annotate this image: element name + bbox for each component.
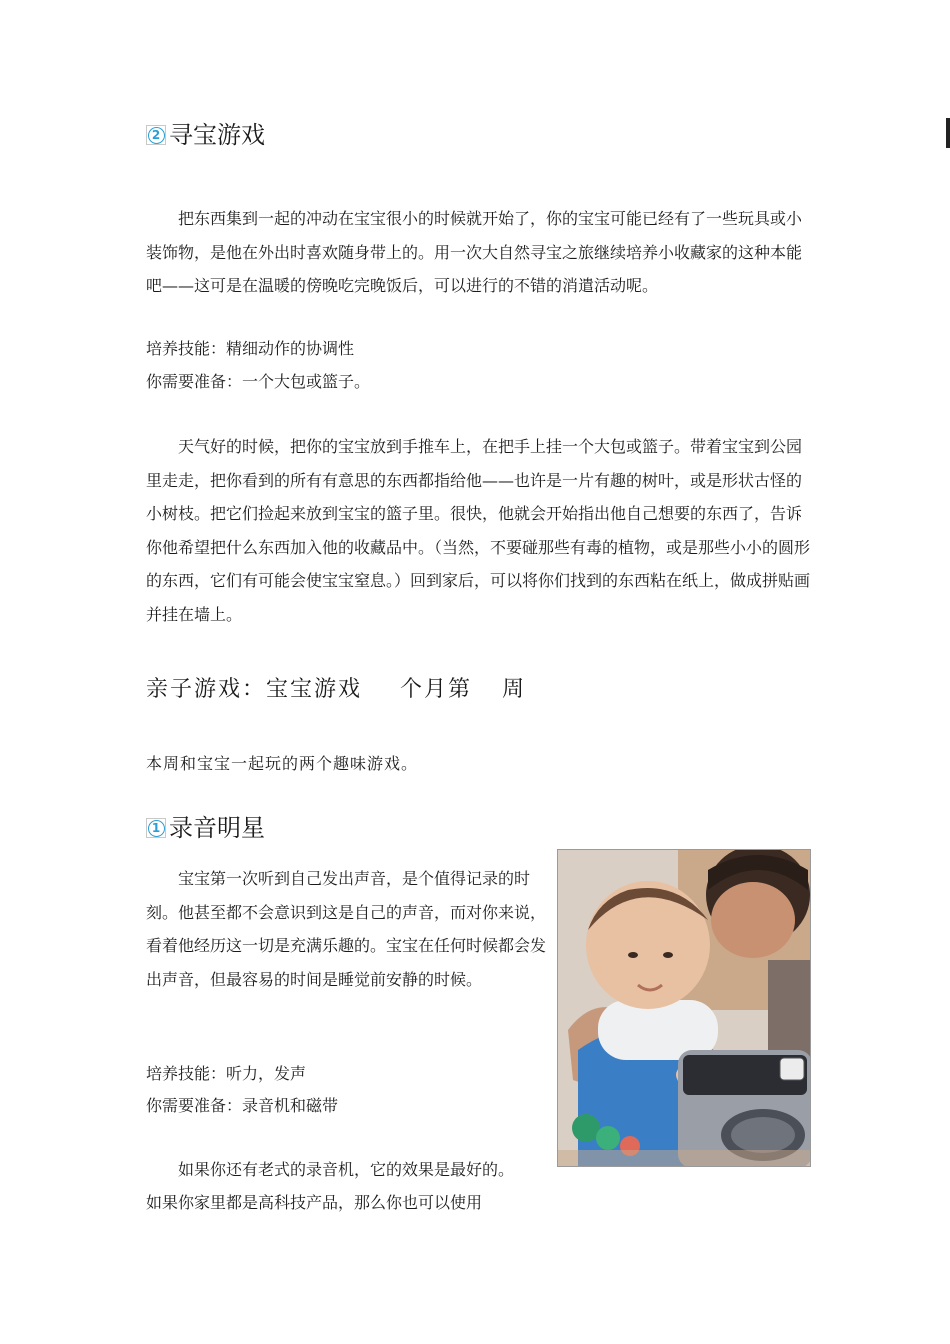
treasure-hunt-title: 寻宝游戏 <box>169 121 265 149</box>
baby-with-recorder-photo <box>557 849 811 1167</box>
heading-recording-star <box>146 813 265 843</box>
number-1-icon: 1 <box>148 820 165 837</box>
recording-star-title: 录音明星 <box>169 814 265 842</box>
treasure-hunt-paragraph-2: 天气好的时候，把你的宝宝放到手推车上，在把手上挂一个大包或篮子。带着宝宝到公园里走走，把你看到的所有有意思的东西都指给他——也许是一片有趣的树叶，或是形状古怪的小树枝。把它们捡起来放到宝宝的篮子里。很快，他就会开始指出他自己想要的东西了，告诉你他希望把什么东西加入他的收藏品中。（当然，不要碰那些有毒的植物，或是那些小小的圆形的东西，它们有可能会使宝宝窒息。）回到家后，可以将你们找到的东西粘在纸上，做成拼贴画并挂在墙上。 <box>146 437 811 624</box>
photo-illustration <box>558 850 811 1167</box>
number-badge-2 <box>146 125 166 145</box>
chapter-title-month: 个月第 <box>400 677 473 702</box>
heading-treasure-hunt <box>146 120 265 150</box>
recording-star-paragraph-2-line-2: 如果你家里都是高科技产品，那么你也可以使用 <box>146 1193 483 1212</box>
chapter-title <box>146 675 526 705</box>
recording-star-paragraph-2-line-1: 如果你还有老式的录音机，它的效果是最好的。 <box>178 1160 515 1179</box>
chapter-title-week: 周 <box>502 677 527 702</box>
treasure-hunt-prep: 你需要准备：一个大包或篮子。 <box>146 372 371 391</box>
page-edge-mark <box>946 118 950 148</box>
treasure-hunt-skill: 培养技能：精细动作的协调性 <box>146 339 355 358</box>
number-badge-1 <box>146 818 166 838</box>
recording-star-paragraph-1: 宝宝第一次听到自己发出声音，是个值得记录的时刻。他甚至都不会意识到这是自己的声音，而对你来说，看着他经历这一切是充满乐趣的。宝宝在任何时候都会发出声音，但最容易的时间是睡觉前安静的时候。 <box>146 869 547 989</box>
number-2-icon: 2 <box>148 127 165 144</box>
chapter-intro: 本周和宝宝一起玩的两个趣味游戏。 <box>146 754 419 773</box>
chapter-title-main: 亲子游戏：宝宝游戏 <box>146 677 363 702</box>
treasure-hunt-paragraph-1: 把东西集到一起的冲动在宝宝很小的时候就开始了，你的宝宝可能已经有了一些玩具或小装饰物，是他在外出时喜欢随身带上的。用一次大自然寻宝之旅继续培养小收藏家的这种本能吧——这可是在温暖的傍晚吃完晚饭后，可以进行的不错的消遣活动呢。 <box>146 209 803 295</box>
recording-star-skill: 培养技能：听力，发声 <box>146 1064 307 1083</box>
recording-star-prep: 你需要准备：录音机和磁带 <box>146 1096 339 1115</box>
